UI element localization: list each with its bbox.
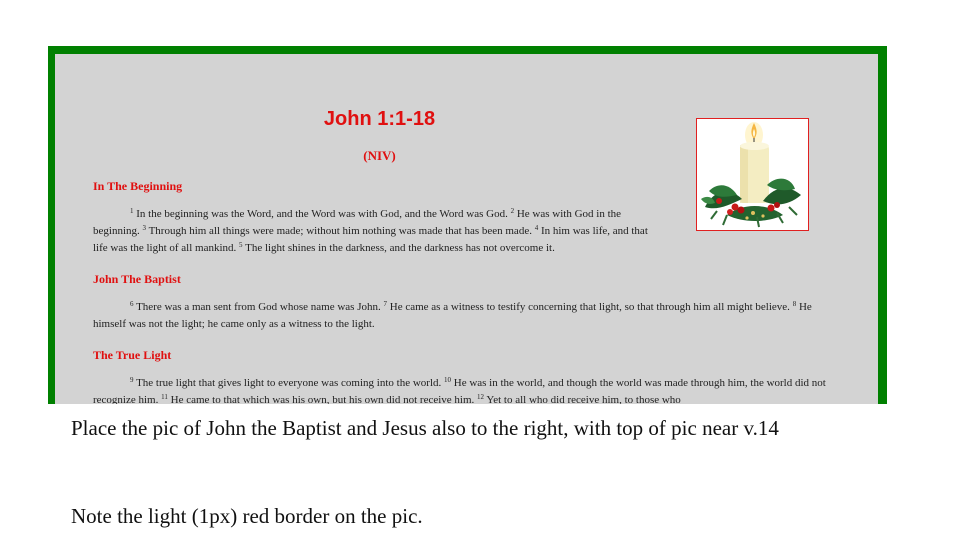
verse-text: There was a man sent from God whose name was John. <box>136 301 381 313</box>
document-frame <box>48 46 887 404</box>
section-heading-true-light: The True Light <box>93 348 172 362</box>
verse-number: 12 <box>477 393 485 401</box>
section-text-beginning <box>93 206 665 257</box>
section-text-true-light <box>93 375 828 404</box>
border-note: Note the light (1px) red border on the pic. <box>71 504 423 528</box>
verse-number: 10 <box>444 376 451 384</box>
document-page <box>55 54 878 404</box>
verse-text: He himself was not the light; he came only as a witness to the light. <box>93 301 812 330</box>
verse-text: He came as a witness to testify concerning that light, so that through him all might believe. <box>389 301 790 313</box>
verse-number: 5 <box>239 241 243 249</box>
verse-text: He was in the world, and though the world was made through him, the world did not recognize him. <box>93 377 826 404</box>
instruction-note: Place the pic of John the Baptist and Jesus also to the right, with top of pic near v.14 <box>71 416 779 440</box>
section-heading-beginning: In The Beginning <box>93 179 183 193</box>
verse-number: 11 <box>161 393 168 401</box>
verse-number: 2 <box>510 207 515 215</box>
verse-text: The true light that gives light to everyone was coming into the world. <box>136 377 442 389</box>
verse-number: 9 <box>130 376 134 384</box>
verse-text: The light shines in the darkness, and the darkness has not overcome it. <box>245 242 555 254</box>
verse-text: Yet to all who did receive him, to those who <box>486 394 681 404</box>
verse-text: He came to that which was his own, but his own did not receive him. <box>170 394 475 404</box>
verse-text: In the beginning was the Word, and the Word was with God, and the Word was God. <box>136 208 508 220</box>
verse-number: 1 <box>130 207 134 215</box>
verse-text: He was with God in the beginning. <box>93 208 622 237</box>
verse-text: Through him all things were made; without him nothing was made that has been made. <box>148 225 532 237</box>
verse-number: 8 <box>792 300 797 308</box>
verse-number: 7 <box>383 300 387 308</box>
verse-text: In him was life, and that life was the light of all mankind. <box>93 225 648 254</box>
section-heading-john-baptist: John The Baptist <box>93 272 181 286</box>
section-text-john-baptist <box>93 299 828 333</box>
candle-wreath-icon <box>697 119 808 230</box>
page-title: John 1:1-18 <box>323 108 436 130</box>
verse-number: 3 <box>142 224 146 232</box>
verse-number: 6 <box>130 300 134 308</box>
candle-picture <box>696 118 809 231</box>
version-label: (NIV) <box>363 148 396 163</box>
verse-number: 4 <box>534 224 539 232</box>
